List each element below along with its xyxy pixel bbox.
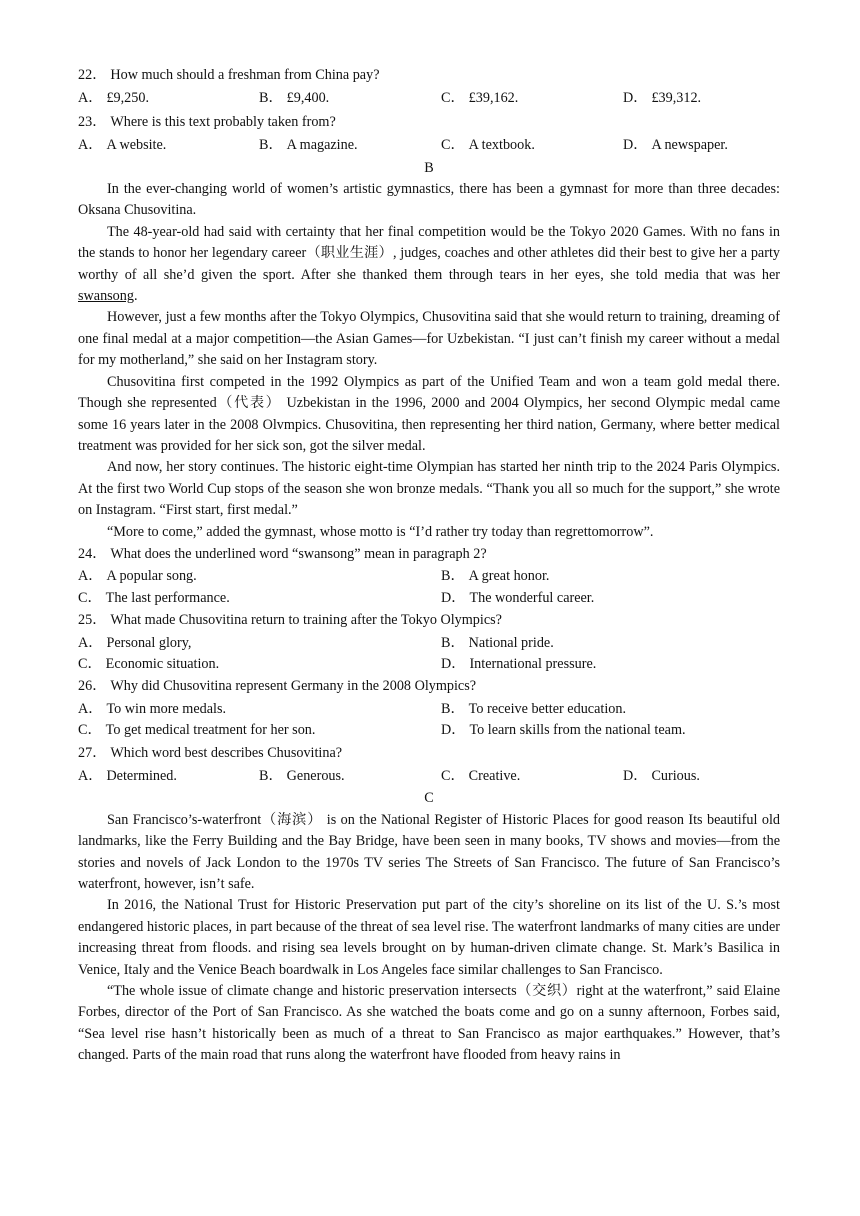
option-d: D． Curious. [623,768,700,784]
question-25 [78,609,780,632]
option-b: B． A great honor. [441,568,550,585]
question-22-options [78,87,780,110]
question-27-options [78,765,780,788]
option-d: D． A newspaper. [623,137,728,154]
option-b: B． National pride. [441,634,554,651]
question-stem: Why did Chusovitina represent Germany in the 2008 Olympics? [110,678,477,695]
option-b: B． A magazine. [259,137,358,154]
passage-b-paragraph-6: “More to come,” added the gymnast, whose motto is “I’d rather try today than regrettomorrow”. [107,523,654,540]
question-27 [78,742,780,765]
option-a: A． A website. [78,137,167,154]
question-24 [78,543,780,566]
option-b: B． To receive better education. [441,700,627,717]
question-stem: Where is this text probably taken from? [110,113,336,130]
question-number: 24． [78,545,107,562]
question-26-options [78,699,780,742]
question-23-options [78,134,780,157]
passage-b-paragraph-4: Chusovitina first competed in the 1992 Olympics as part of the Unified Team and won a team gold medal there. Though she represented（代表） Uzbekistan in the 1996, 2000 and 2004 Olympics, her second Olympic medal came some 16 years later in the 2008 Olvmpics. Chusovitina, then representing her third nation, Germany, where better medical treatment was provided for her sick son, got the silver medal. [78,373,780,454]
question-stem: How much should a freshman from China pay? [110,67,380,83]
option-a: A． £9,250. [78,90,149,107]
passage-b-paragraph-5: And now, her story continues. The historic eight-time Olympian has started her ninth trip to the 2024 Paris Olympics. At the first two World Cup stops of the season she won bronze medals. “Thank you all so much for the support,” she wrote on Instagram. “First start, first medal.” [78,459,780,519]
option-c: C． Creative. [441,768,521,784]
passage-c-paragraph-3: “The whole issue of climate change and historic preservation intersects（交织）right at the waterfront,” said Elaine Forbes, director of the Port of San Francisco. As she watched the boats come and go on a sunny afternoon, Forbes said, “Sea level rise hasn’t historically been as much of a threat to San Francisco as major earthquakes.” However, that’s changed. Parts of the main road that runs along the waterfront have flooded from heavy rains in [78,983,780,1064]
option-c: C． To get medical treatment for her son. [78,722,316,739]
option-c: C． A textbook. [441,137,535,154]
question-24-options [78,566,780,609]
option-d: D． The wonderful career. [441,589,595,606]
question-25-options [78,633,780,676]
option-a: A． Determined. [78,768,177,784]
section-heading-b: B [424,159,434,176]
passage-b-paragraph-2: The 48-year-old had said with certainty that her final competition would be the Tokyo 2020 Games. With no fans in the stands to honor her legendary career（职业生涯）, judges, coaches and other athletes did their best to give her a party worthy of all she’d given the sport. After she thanked them through tears in her eyes, she told media that was her swansong. [78,223,780,305]
question-22 [78,64,780,87]
passage-c-paragraph-1: San Francisco’s-waterfront（海滨） is on the National Register of Historic Places for good reason Its beautiful old landmarks, like the Ferry Building and the Bay Bridge, have been seen in many books, TV shows and movies—from the stories and novels of Jack London to the 1970s TV series The Streets of San Francisco. The future of San Francisco’s waterfront, however, isn’t safe. [78,811,780,893]
question-stem: Which word best describes Chusovitina? [110,744,343,761]
option-b: B． £9,400. [259,90,330,107]
question-number: 22． [78,67,107,83]
option-c: C． The last performance. [78,589,230,606]
passage-b-paragraph-1: In the ever-changing world of women’s artistic gymnastics, there has been a gymnast for more than three decades: Oksana Chusovitina. [78,181,780,219]
question-stem: What made Chusovitina return to training after the Tokyo Olympics? [110,612,502,629]
question-number: 27． [78,744,107,761]
option-d: D． £39,312. [623,90,702,107]
option-d: D． International pressure. [441,655,597,672]
underlined-word: swansong [78,288,134,305]
option-c: C． £39,162. [441,90,519,107]
question-number: 26． [78,678,107,695]
option-c: C． Economic situation. [78,655,220,672]
question-number: 23． [78,113,107,130]
option-a: A． To win more medals. [78,700,227,717]
passage-c-paragraph-2: In 2016, the National Trust for Historic Preservation put part of the city’s shoreline on its list of the U. S.’s most endangered historic places, in part because of the threat of sea level rise. The waterfront landmarks of many cities are under increasing threat from floods. and rising sea levels brought on by human-driven climate change. St. Mark’s Basilica in Venice, Italy and the Venice Beach boardwalk in Los Angeles face similar challenges to San Francisco. [78,897,780,978]
question-26 [78,675,780,698]
question-stem: What does the underlined word “swansong” mean in paragraph 2? [110,545,487,562]
option-a: A． A popular song. [78,568,197,585]
option-d: D． To learn skills from the national team. [441,722,686,739]
section-heading-c: C [424,790,434,807]
option-b: B． Generous. [259,768,345,784]
question-number: 25． [78,612,107,629]
exam-page [78,64,780,1067]
passage-b-paragraph-3: However, just a few months after the Tokyo Olympics, Chusovitina said that she would return to training, dreaming of one final medal at a major competition—the Asian Games—for Uzbekistan. “I just can’t finish my career without a medal for my motherland,” she said on her Instagram story. [78,309,780,369]
question-23 [78,111,780,134]
option-a: A． Personal glory, [78,634,192,651]
